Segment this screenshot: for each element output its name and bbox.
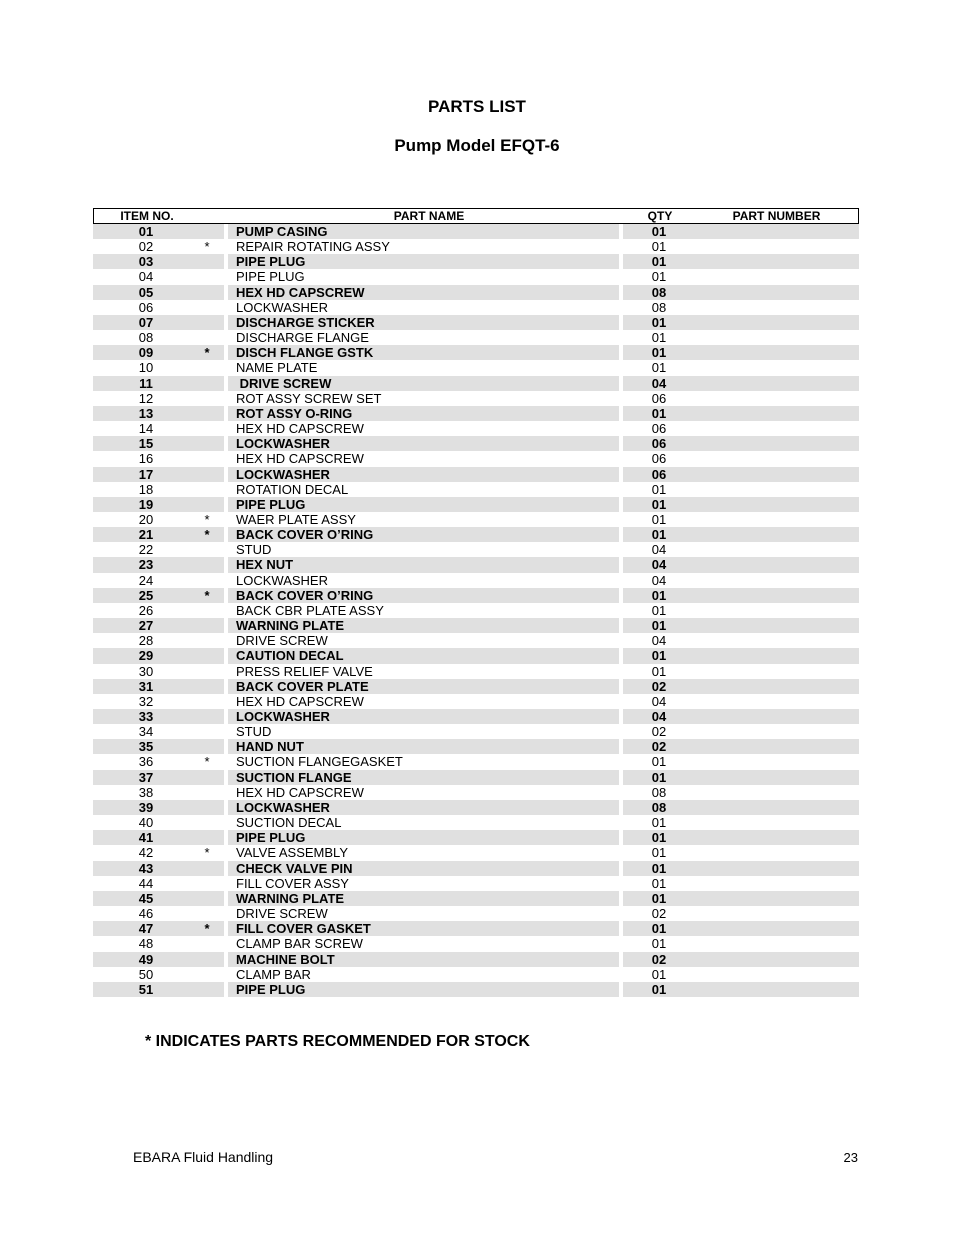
part-name-cell: PIPE PLUG [236, 254, 306, 270]
qty-cell: 02 [651, 678, 667, 694]
item-no-cell: 27 [138, 618, 154, 634]
item-no-cell: 47 [138, 921, 154, 937]
item-no-cell: 01 [138, 224, 154, 239]
qty-cell: 01 [651, 481, 667, 497]
part-name-cell: VALVE ASSEMBLY [236, 845, 348, 861]
part-name-cell: WARNING PLATE [236, 890, 345, 906]
qty-cell: 06 [651, 436, 667, 452]
header-qty: QTY [647, 209, 673, 223]
item-no-cell: 22 [138, 542, 154, 558]
qty-cell: 04 [651, 557, 667, 573]
page-title: PARTS LIST [428, 97, 526, 116]
qty-cell: 04 [651, 633, 667, 649]
header-item-no: ITEM NO. [120, 209, 174, 223]
item-no-cell: 36 [138, 754, 154, 770]
qty-cell: 01 [651, 815, 667, 831]
qty-cell: 01 [651, 663, 667, 679]
part-name-cell: REPAIR ROTATING ASSY [236, 239, 390, 255]
item-no-cell: 44 [138, 875, 154, 891]
table-row [93, 754, 859, 769]
qty-cell: 01 [651, 587, 667, 603]
part-name-cell: BACK COVER O’RING [236, 587, 374, 603]
part-name-cell: LOCKWASHER [236, 299, 328, 315]
parts-table [93, 208, 859, 997]
qty-cell: 08 [651, 284, 667, 300]
item-no-cell: 43 [138, 860, 154, 876]
qty-cell: 01 [651, 981, 667, 997]
part-name-cell: BACK CBR PLATE ASSY [236, 602, 384, 618]
qty-cell: 01 [651, 239, 667, 255]
part-name-cell: WAER PLATE ASSY [236, 511, 356, 527]
qty-cell: 01 [651, 966, 667, 982]
qty-cell: 01 [651, 845, 667, 861]
qty-cell: 01 [651, 345, 667, 361]
qty-cell: 04 [651, 375, 667, 391]
item-no-cell: 42 [138, 845, 154, 861]
table-row [93, 876, 859, 891]
page-subtitle: Pump Model EFQT-6 [394, 136, 560, 155]
table-row [93, 800, 859, 815]
part-name-cell: ROT ASSY O-RING [236, 405, 353, 421]
table-row [93, 376, 859, 391]
part-name-cell: LOCKWASHER [236, 572, 328, 588]
item-no-cell: 09 [138, 345, 154, 361]
qty-cell: 01 [651, 936, 667, 952]
item-no-cell: 34 [138, 724, 154, 740]
item-no-cell: 08 [138, 330, 154, 346]
part-name-cell: DRIVE SCREW [236, 633, 328, 649]
table-row [93, 527, 859, 542]
part-name-cell: FILL COVER ASSY [236, 875, 349, 891]
item-no-cell: 41 [138, 830, 154, 846]
table-row [93, 845, 859, 860]
part-name-cell: DISCHARGE STICKER [236, 314, 375, 330]
item-no-cell: 45 [138, 890, 154, 906]
item-no-cell: 06 [138, 299, 154, 315]
table-row [93, 557, 859, 572]
table-row [93, 921, 859, 936]
part-name-cell: HEX HD CAPSCREW [236, 693, 364, 709]
item-no-cell: 20 [138, 511, 154, 527]
item-no-cell: 15 [138, 436, 154, 452]
table-row [93, 254, 859, 269]
qty-cell: 01 [651, 860, 667, 876]
qty-cell: 01 [651, 511, 667, 527]
item-no-cell: 39 [138, 799, 154, 815]
table-row [93, 512, 859, 527]
qty-cell: 01 [651, 224, 667, 239]
stock-marker-cell: * [204, 587, 210, 603]
table-row [93, 588, 859, 603]
part-name-cell: PRESS RELIEF VALVE [236, 663, 373, 679]
stock-marker-cell: * [204, 527, 210, 543]
item-no-cell: 19 [138, 496, 154, 512]
qty-cell: 06 [651, 466, 667, 482]
part-name-cell: HEX HD CAPSCREW [236, 451, 364, 467]
part-name-cell: SUCTION FLANGE [236, 769, 352, 785]
item-no-cell: 32 [138, 693, 154, 709]
part-name-cell: FILL COVER GASKET [236, 921, 371, 937]
table-row [93, 967, 859, 982]
item-no-cell: 14 [138, 421, 154, 437]
item-no-cell: 49 [138, 951, 154, 967]
part-name-cell: NAME PLATE [236, 360, 318, 376]
table-row [93, 573, 859, 588]
qty-cell: 08 [651, 784, 667, 800]
table-row [93, 861, 859, 876]
item-no-cell: 31 [138, 678, 154, 694]
item-no-cell: 35 [138, 739, 154, 755]
part-name-cell: HEX HD CAPSCREW [236, 421, 364, 437]
part-name-cell: PIPE PLUG [236, 269, 305, 285]
qty-cell: 06 [651, 421, 667, 437]
part-name-cell: MACHINE BOLT [236, 951, 335, 967]
table-row [93, 906, 859, 921]
qty-cell: 01 [651, 602, 667, 618]
table-row [93, 482, 859, 497]
item-no-cell: 07 [138, 314, 154, 330]
part-name-cell: DRIVE SCREW [236, 375, 332, 391]
part-name-cell: HEX HD CAPSCREW [236, 284, 365, 300]
page-number: 23 [843, 1150, 858, 1165]
part-name-cell: LOCKWASHER [236, 436, 330, 452]
table-row [93, 982, 859, 997]
footer-company: EBARA Fluid Handling [133, 1149, 274, 1165]
stock-marker-cell: * [204, 511, 210, 527]
part-name-cell: ROT ASSY SCREW SET [236, 390, 382, 406]
part-name-cell: CLAMP BAR SCREW [236, 936, 363, 952]
part-name-cell: STUD [236, 724, 272, 740]
item-no-cell: 38 [138, 784, 154, 800]
part-name-cell: CHECK VALVE PIN [236, 860, 353, 876]
part-name-cell: DRIVE SCREW [236, 906, 328, 922]
part-name-cell: PIPE PLUG [236, 981, 306, 997]
table-row [93, 436, 859, 451]
item-no-cell: 46 [138, 906, 154, 922]
qty-cell: 01 [651, 254, 667, 270]
qty-cell: 04 [651, 693, 667, 709]
table-row [93, 391, 859, 406]
item-no-cell: 30 [138, 663, 154, 679]
table-row [93, 739, 859, 754]
qty-cell: 02 [651, 906, 667, 922]
part-name-cell: WARNING PLATE [236, 618, 345, 634]
part-name-cell: CLAMP BAR [236, 966, 311, 982]
table-row [93, 633, 859, 648]
item-no-cell: 25 [138, 587, 154, 603]
table-row [93, 664, 859, 679]
table-row [93, 679, 859, 694]
part-name-cell: DISCHARGE FLANGE [236, 330, 369, 346]
part-name-cell: PIPE PLUG [236, 830, 306, 846]
stock-marker-cell: * [204, 345, 210, 361]
table-row [93, 315, 859, 330]
item-no-cell: 24 [138, 572, 154, 588]
part-name-cell: SUCTION FLANGEGASKET [236, 754, 403, 770]
item-no-cell: 51 [138, 981, 154, 997]
part-name-cell: BACK COVER O’RING [236, 527, 374, 543]
part-name-cell: HEX HD CAPSCREW [236, 784, 364, 800]
table-row [93, 603, 859, 618]
part-name-cell: HAND NUT [236, 739, 304, 755]
qty-cell: 02 [651, 724, 667, 740]
item-no-cell: 33 [138, 709, 154, 724]
table-row [93, 815, 859, 830]
table-row [93, 224, 859, 239]
table-row [93, 285, 859, 300]
table-row [93, 830, 859, 845]
header-part-number: PART NUMBER [732, 209, 821, 223]
stock-marker-cell: * [204, 845, 210, 861]
part-name-cell: BACK COVER PLATE [236, 678, 369, 694]
item-no-cell: 21 [138, 527, 154, 543]
table-row [93, 497, 859, 512]
qty-cell: 01 [651, 875, 667, 891]
table-row [93, 269, 859, 284]
qty-cell: 01 [651, 527, 667, 543]
part-name-cell: PIPE PLUG [236, 496, 306, 512]
item-no-cell: 48 [138, 936, 154, 952]
qty-cell: 01 [651, 769, 667, 785]
qty-cell: 04 [651, 542, 667, 558]
table-row [93, 300, 859, 315]
part-name-cell: LOCKWASHER [236, 799, 330, 815]
qty-cell: 01 [651, 269, 667, 285]
table-row [93, 345, 859, 360]
stock-note: * INDICATES PARTS RECOMMENDED FOR STOCK [145, 1033, 530, 1050]
table-row [93, 542, 859, 557]
part-name-cell: HEX NUT [236, 557, 294, 573]
item-no-cell: 40 [138, 815, 154, 831]
item-no-cell: 23 [138, 557, 154, 573]
item-no-cell: 17 [138, 466, 154, 482]
part-name-cell: ROTATION DECAL [236, 481, 349, 497]
qty-cell: 01 [651, 496, 667, 512]
table-row [93, 709, 859, 724]
qty-cell: 01 [651, 648, 667, 664]
part-name-cell: STUD [236, 542, 272, 558]
header-part-name: PART NAME [393, 209, 465, 223]
item-no-cell: 10 [138, 360, 154, 376]
table-row [93, 451, 859, 466]
table-row [93, 891, 859, 906]
qty-cell: 01 [651, 314, 667, 330]
stock-marker-cell: * [204, 239, 210, 255]
item-no-cell: 16 [138, 451, 154, 467]
qty-cell: 02 [651, 739, 667, 755]
part-name-cell: SUCTION DECAL [236, 815, 342, 831]
part-name-cell: CAUTION DECAL [236, 648, 344, 664]
table-header [93, 208, 859, 224]
qty-cell: 01 [651, 754, 667, 770]
qty-cell: 01 [651, 921, 667, 937]
table-row [93, 648, 859, 663]
table-row [93, 618, 859, 633]
item-no-cell: 18 [138, 481, 154, 497]
qty-cell: 02 [651, 951, 667, 967]
table-body [93, 224, 859, 997]
item-no-cell: 11 [139, 375, 153, 391]
part-name-cell: DISCH FLANGE GSTK [236, 345, 374, 361]
item-no-cell: 05 [138, 284, 154, 300]
table-row [93, 724, 859, 739]
table-row [93, 694, 859, 709]
table-row [93, 421, 859, 436]
qty-cell: 08 [651, 299, 667, 315]
item-no-cell: 02 [138, 239, 154, 255]
stock-marker-cell: * [204, 921, 210, 937]
qty-cell: 08 [651, 799, 667, 815]
item-no-cell: 12 [138, 390, 154, 406]
stock-marker-cell: * [204, 754, 210, 770]
qty-cell: 06 [651, 451, 667, 467]
table-row [93, 360, 859, 375]
item-no-cell: 29 [138, 648, 154, 664]
qty-cell: 01 [651, 890, 667, 906]
part-name-cell: LOCKWASHER [236, 709, 330, 724]
qty-cell: 04 [651, 709, 667, 724]
item-no-cell: 50 [138, 966, 154, 982]
item-no-cell: 04 [138, 269, 154, 285]
item-no-cell: 26 [138, 602, 154, 618]
part-name-cell: LOCKWASHER [236, 466, 330, 482]
table-row [93, 936, 859, 951]
item-no-cell: 28 [138, 633, 154, 649]
part-name-cell: PUMP CASING [236, 224, 328, 239]
table-row [93, 952, 859, 967]
item-no-cell: 37 [138, 769, 154, 785]
qty-cell: 04 [651, 572, 667, 588]
qty-cell: 01 [651, 405, 667, 421]
item-no-cell: 03 [138, 254, 154, 270]
qty-cell: 01 [651, 830, 667, 846]
table-row [93, 467, 859, 482]
qty-cell: 01 [651, 360, 667, 376]
qty-cell: 01 [651, 330, 667, 346]
table-row [93, 770, 859, 785]
table-row [93, 785, 859, 800]
table-row [93, 330, 859, 345]
qty-cell: 01 [651, 618, 667, 634]
qty-cell: 06 [651, 390, 667, 406]
table-row [93, 239, 859, 254]
item-no-cell: 13 [138, 405, 154, 421]
table-row [93, 406, 859, 421]
